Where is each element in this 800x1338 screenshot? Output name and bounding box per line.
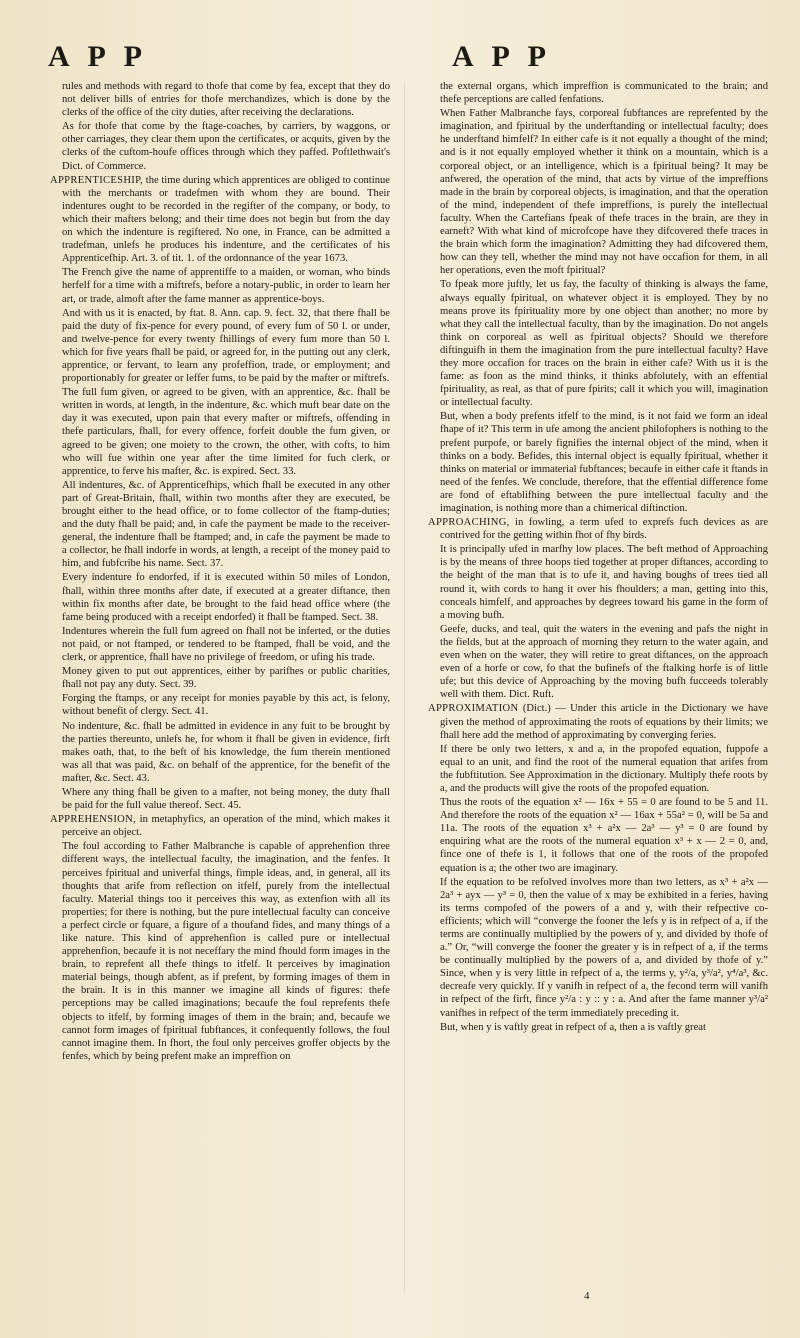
paragraph: The full fum given, or agreed to be given, with an apprentice, &c. fhall be written in words, at length, in the indenture, &c. which muft bear date on the day it was executed, upon pain that every mafter or miftrefs, offending in thefe particulars, fhall, for every offence, forfeit double the fum given, or agreed to be given; one moiety to the crown, the other, with cofts, to him who will fue within one year after the time limited for fuch clerk, or apprentice, to ferve his mafter, &c. is expired. Sect. 33. [62, 387, 390, 477]
paragraph: When Father Malbranche fays, corporeal fubftances are reprefented by the imagination, and fpiritual by the underftanding or intellectual faculty; does he underftand himfelf? In either cafe is it not equally a thought of the mind; and is it not equally employed whether it think on a mountain, which is a corporeal object, or an intelligence, which is a fpiritual being? It may be anfwered, the operation of the mind, that acts by virtue of the impreffions made in the brain by corporeal objects, is imagination, and that the operation of the mind, independent of thefe impreffions, is purely the intellectual faculty. When the Cartefians fpeak of thefe traces in the brain, are they in earneft? With what kind of microfcope have they difcovered thefe traces in the brain which form the imagination? Admitting they had difcovered them, how can they tell, whether the mind may not have occafion for them, in all her operations, even the moft fpiritual? [440, 108, 768, 277]
right-column [428, 80, 768, 1035]
entry-headword: APPROACHING, [428, 517, 510, 529]
entry-text: in metaphyfics, an operation of the mind, which makes it perceive an object. [62, 814, 390, 839]
paragraph: Thus the roots of the equation x² — 16x + 55 = 0 are found to be 5 and 11. And therefore the roots of the equation x² — 16ax + 55a² = 0, will be 5a and 11a. The roots of the equation x³ + a²x — 2a³ — y³ = 0 are found by enquiring what are the roots of the numeral equation x³ + x — 2 = 0, and, fince one of thefe is 1, it follows that one of the roots of the propofed equation is a; the other two are imaginary. [440, 797, 768, 874]
paragraph: If there be only two letters, x and a, in the propofed equation, fuppofe a equal to an unit, and find the root of the numeral equation that arifes from the fubftitution. See Approximation in the dictionary. Multiply thefe roots by a, and the products will give the roots of the propofed equation. [440, 743, 768, 794]
paragraph: the external organs, which impreffion is communicated to the brain; and thefe perceptions are called fenfations. [440, 81, 768, 106]
paragraph: No indenture, &c. fhall be admitted in evidence in any fuit to be brought by the parties thereunto, unlefs he, for whom it fhall be given in evidence, firft makes oath, that, to the beft of his knowledge, the fum therein mentioned was all that was paid, &c. on behalf of the apprentice, for the benefit of the mafter, &c. Sect. 43. [62, 720, 390, 784]
dictionary-entry [428, 702, 768, 741]
paragraph: Geefe, ducks, and teal, quit the waters in the evening and pafs the night in the fields, but at the approach of morning they return to the water again, and even when on the water, they will retire to great diftances, on the approach even of a horfe or cow, fo that the bufinefs of the ftalking horfe is of little ufe; but this device of Approaching by the moving bufh fucceeds tolerably well with them. Dict. Ruft. [440, 623, 768, 701]
entry-headword: APPREHENSION, [50, 814, 137, 826]
running-head-left: A P P [48, 40, 149, 73]
running-head-right: A P P [452, 40, 553, 73]
paragraph: Every indenture fo endorfed, if it is executed within 50 miles of London, fhall, within three months after date, if executed at a greater diftance, then within fix months after date, be brought to the faid head office where (the fame being produced with a receipt endorfed) it fhall be ftamped. Sect. 38. [62, 572, 390, 623]
entry-headword: APPRENTICESHIP, [50, 174, 144, 186]
dictionary-entry [50, 174, 390, 266]
paragraph: And with us it is enacted, by ftat. 8. Ann. cap. 9. fect. 32, that there fhall be paid the duty of fix-pence for every pound, of every fum of 50 l. or under, and twelve-pence for every twenty fhillings of every fum more than 50 l. which for five years fhall be paid, or agreed for, in the putting out any clerk, apprentice, or fervant, to learn any profeffion, trade, or employment; and proportionably for greater or leffer fums, to be paid by the mafter or miftrefs. [62, 307, 390, 385]
entry-text: in fowling, a term ufed to exprefs fuch devices as are contrived for the getting within fhot of fhy birds. [440, 517, 768, 542]
column-divider [404, 82, 405, 1292]
paragraph: rules and methods with regard to thofe that come by fea, except that they do not deliver bills of entries for thofe merchandizes, which is done by the clerks of the office of the city duties, after receiving the declarations. [62, 81, 390, 119]
paragraph: Indentures wherein the full fum agreed on fhall not be inferted, or the duties not paid, or not ftamped, or tendered to be ftamped, fhall be void, and the clerk, or apprentice, fhall have no privilege of freedom, or ufing his trade. [62, 625, 390, 664]
paragraph: But, when y is vaftly great in refpect of a, then a is vaftly great [440, 1021, 706, 1033]
page-number: 4 [584, 1290, 590, 1302]
left-column [50, 80, 390, 1064]
paragraph: If the equation to be refolved involves more than two letters, as x³ + a²x — 2a³ + ayx — y³ = 0, then the value of x may be exhibited in a feries, having its terms compofed of the powers of a and y, with their refpective co-efficients; which will “converge the fooner the lefs y is in refpect of a, if the terms are continually multiplied by the powers of y, and divided by thofe of a.” Or, “will converge the fooner the greater y is in refpect of a, if the terms be continually multiplied by the powers of a, and divided by thofe of y.” Since, when y is very little in refpect of a, the terms y, y²/a, y³/a², y⁴/a³, &c. decreafe very quickly. If y vanifh in refpect of a, the fecond term will vanifh in refpect of the firft, fince y²/a : y :: y : a. And after the fame manner y³/a² vanifhes in refpect of the term immediately preceding it. [440, 876, 768, 1019]
paragraph: Forging the ftamps, or any receipt for monies payable by this act, is felony, without benefit of clergy. Sect. 41. [62, 693, 390, 718]
paragraph: Money given to put out apprentices, either by parifhes or public charities, fhall not pay any duty. Sect. 39. [62, 666, 390, 691]
paragraph: Where any thing fhall be given to a mafter, not being money, the duty fhall be paid for the full value thereof. Sect. 45. [62, 786, 390, 812]
entry-text: (Dict.) — Under this article in the Dictionary we have given the method of approximating the roots of equations by their limits; we fhall here add the method of approximating by converging feries. [440, 703, 768, 741]
paragraph: As for thofe that come by the ftage-coaches, by carriers, by waggons, or other carriages, they clear them upon the certificates, or acquits, given by the clerks of the cuftom-houfe offices through which they paffed. Poftlethwait's Dict. of Commerce. [62, 121, 390, 172]
dictionary-entry [428, 516, 768, 542]
entry-text: the time during which apprentices are obliged to continue with the merchants or tradefmen with whom they are bound. Their indentures ought to be recorded in the regifter of the company, or body, to which their mafters belong; and their time does not begin but from the day on which the indenture is regiftered. No one, in France, can be admitted a tradefman, unlefs he produces his indenture, and the certificates of his Apprenticefhip. Art. 3. of tit. 1. of the ordonnance of the year 1673. [62, 174, 390, 265]
paragraph: The French give the name of apprentiffe to a maiden, or woman, who binds herfelf for a time with a miftrefs, before a notary-public, in order to learn her art, or trade, almoft after the fame manner as apprentice-boys. [62, 267, 390, 305]
paragraph: But, when a body prefents itfelf to the mind, is it not faid we form an ideal fhape of it? This term in ufe among the ancient philofophers is nothing to the prefent purpofe, or barely fignifies the internal object of the mind, when it thinks on a body. Befides, this internal object is equally fpiritual, whether it thinks on material or immaterial fubftances; becaufe in either cafe it ftands in need of the fenfes. We conclude, therefore, that the effential difference fome are fond of eftablifhing between the pure intellectual faculty and the imagination, is nothing more than a chimerical diftinction. [440, 411, 768, 514]
paragraph: The foul according to Father Malbranche is capable of apprehenfion three different ways, the intellectual faculty, the imagination, and the fenfes. It perceives fpiritual and univerfal things, fimple ideas, and, in general, all its thoughts that arife from reflection on itfelf, purely from the intellectual faculty. Material things too it perceives this way, as extenfion with all its properties; for there is nothing, but the pure intellectual faculty can conceive a perfect circle or fquare, a figure of a thoufand fides, and many things of a like nature. This kind of apprehenfion is called pure or intellectual apprehenfion, becaufe it is not neceffary the mind fhould form images in the brain, to reprefent all thefe things to itfelf. It perceives by imagination material beings, though abfent, as if prefent, by forming images of them in the brain. It is in this manner we imagine all kinds of figures: thefe perceptions may be called imaginations; becaufe the foul reprefents thefe objects to itfelf, by forming images of them in the brain; and, becaufe we cannot form images of fpiritual fubftances, it confequently follows, the foul cannot imagine them. In fhort, the foul only perceives groffer objects by the fenfes, which by being prefent make an impreffion on [62, 841, 390, 1062]
entry-headword: APPROXIMATION [428, 703, 519, 715]
paragraph: It is principally ufed in marfhy low places. The beft method of Approaching is by the means of three hoops tied together at proper diftances, according to the height of the man that is to ufe it, and having boughs of trees tied all round it, with cords to hang it over his fhoulders; a man, getting into this, conceals himfelf, and approaches by degrees toward his game in the form of a moving bufh. [440, 544, 768, 621]
paragraph: All indentures, &c. of Apprenticefhips, which fhall be executed in any other part of Great-Britain, fhall, within two months after they are executed, be brought either to the head office, or to fome collector of the ftamp-duties; and the duty fhall be paid; and, in cafe the payment be made to the receiver-general, the indenture fhall be ftamped; and, in cafe the payment be made to a collector, he fhall indorfe in words, at length, a receipt of the money paid to him, and fubfcribe his name. Sect. 37. [62, 479, 390, 570]
dictionary-entry [50, 813, 390, 839]
paragraph: To fpeak more juftly, let us fay, the faculty of thinking is always the fame, always equally fpiritual, on whatever object it is employed. They by no means prove its fpirituality more by one object than another; no more by what they call the intellectual faculty, than by the imagination. Do not angels think on corporeal as well as fpiritual objects? Should we therefore diftinguifh in them the imagination from the pure intellectual faculty? Have they more occafion for traces on the brain in either cafe? With us it is the fame: as foon as the mind thinks, it thinks abfolutely, with an effential fpirituality, as real, as that of pure fpirits; call it which you will, imagination or intellectual faculty. [440, 279, 768, 409]
